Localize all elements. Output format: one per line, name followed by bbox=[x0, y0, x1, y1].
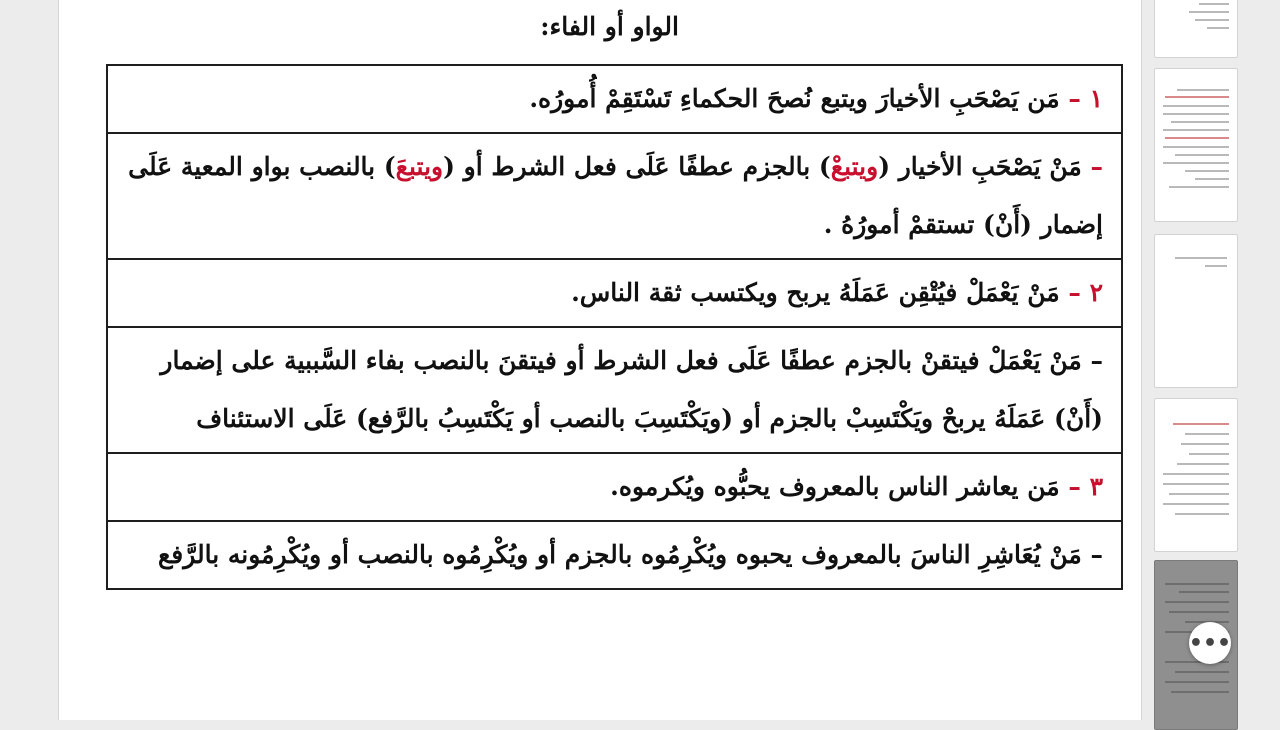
question-cell bbox=[107, 259, 1122, 327]
section-heading: الواو أو الفاء: bbox=[540, 12, 679, 41]
highlight-word: ويتبعْ bbox=[830, 152, 879, 181]
question-dash: – bbox=[1068, 84, 1081, 113]
table-row bbox=[107, 521, 1122, 589]
answer-text: مَنْ يَصْحَبِ الأخيار ( bbox=[878, 152, 1082, 181]
question-number: ١ bbox=[1089, 84, 1103, 113]
table-row bbox=[107, 453, 1122, 521]
table-row bbox=[107, 133, 1122, 259]
page-thumbnail[interactable] bbox=[1154, 0, 1238, 58]
table-row bbox=[107, 65, 1122, 133]
exercise-table bbox=[106, 64, 1123, 590]
answer-cell bbox=[107, 327, 1122, 453]
question-cell bbox=[107, 453, 1122, 521]
answer-text: ) بالنصب بواو المعية عَلَى إضمار (أَنْ) تستقمْ أمورُهُ . bbox=[128, 152, 1103, 239]
highlight-word: ويتبعَ bbox=[395, 152, 444, 181]
document-page bbox=[58, 0, 1142, 720]
answer-cell bbox=[107, 521, 1122, 589]
more-options-button[interactable] bbox=[1189, 622, 1231, 664]
question-text: مَنْ يَعْمَلْ فيُتْقِن عَمَلَهُ يربح ويكتسب ثقة الناس. bbox=[571, 278, 1060, 307]
page-thumbnail[interactable] bbox=[1154, 398, 1238, 552]
answer-dash: – bbox=[1090, 346, 1103, 375]
question-text: مَن يَصْحَبِ الأخيارَ ويتبع نُصحَ الحكماءِ تَسْتَقِمْ أُمورُه. bbox=[529, 84, 1060, 113]
question-text: مَن يعاشر الناس بالمعروف يحبُّوه ويُكرموه. bbox=[610, 472, 1060, 501]
question-dash: – bbox=[1068, 278, 1081, 307]
question-cell bbox=[107, 65, 1122, 133]
question-number: ٣ bbox=[1089, 472, 1103, 501]
page-thumbnail-sidebar[interactable] bbox=[1142, 0, 1280, 720]
question-number: ٢ bbox=[1089, 278, 1103, 307]
answer-cell bbox=[107, 133, 1122, 259]
answer-text: مَنْ يُعَاشِرِ الناسَ بالمعروف يحبوه ويُكْرِمُوه بالجزم أو ويُكْرِمُوه بالنصب أو ويُكْرِمُونه بالرَّفع bbox=[157, 540, 1082, 569]
table-row bbox=[107, 259, 1122, 327]
more-horizontal-icon: ••• bbox=[1188, 630, 1232, 656]
answer-text: مَنْ يَعْمَلْ فيتقنْ بالجزم عطفًا عَلَى فعل الشرط أو فيتقنَ بالنصب بفاء السَّببية على إضمار (أَنْ) عَمَلَهُ يربحْ ويَكْتَسِبْ بالجزم أو (ويَكْتَسِبَ بالنصب أو يَكْتَسِبُ بالرَّفع) عَلَى الاستئناف bbox=[160, 346, 1103, 433]
table-row bbox=[107, 327, 1122, 453]
page-thumbnail[interactable] bbox=[1154, 68, 1238, 222]
answer-text: ) بالجزم عطفًا عَلَى فعل الشرط أو ( bbox=[443, 152, 831, 181]
answer-dash: – bbox=[1090, 152, 1103, 181]
page-thumbnail[interactable] bbox=[1154, 234, 1238, 388]
answer-dash: – bbox=[1090, 540, 1103, 569]
question-dash: – bbox=[1068, 472, 1081, 501]
